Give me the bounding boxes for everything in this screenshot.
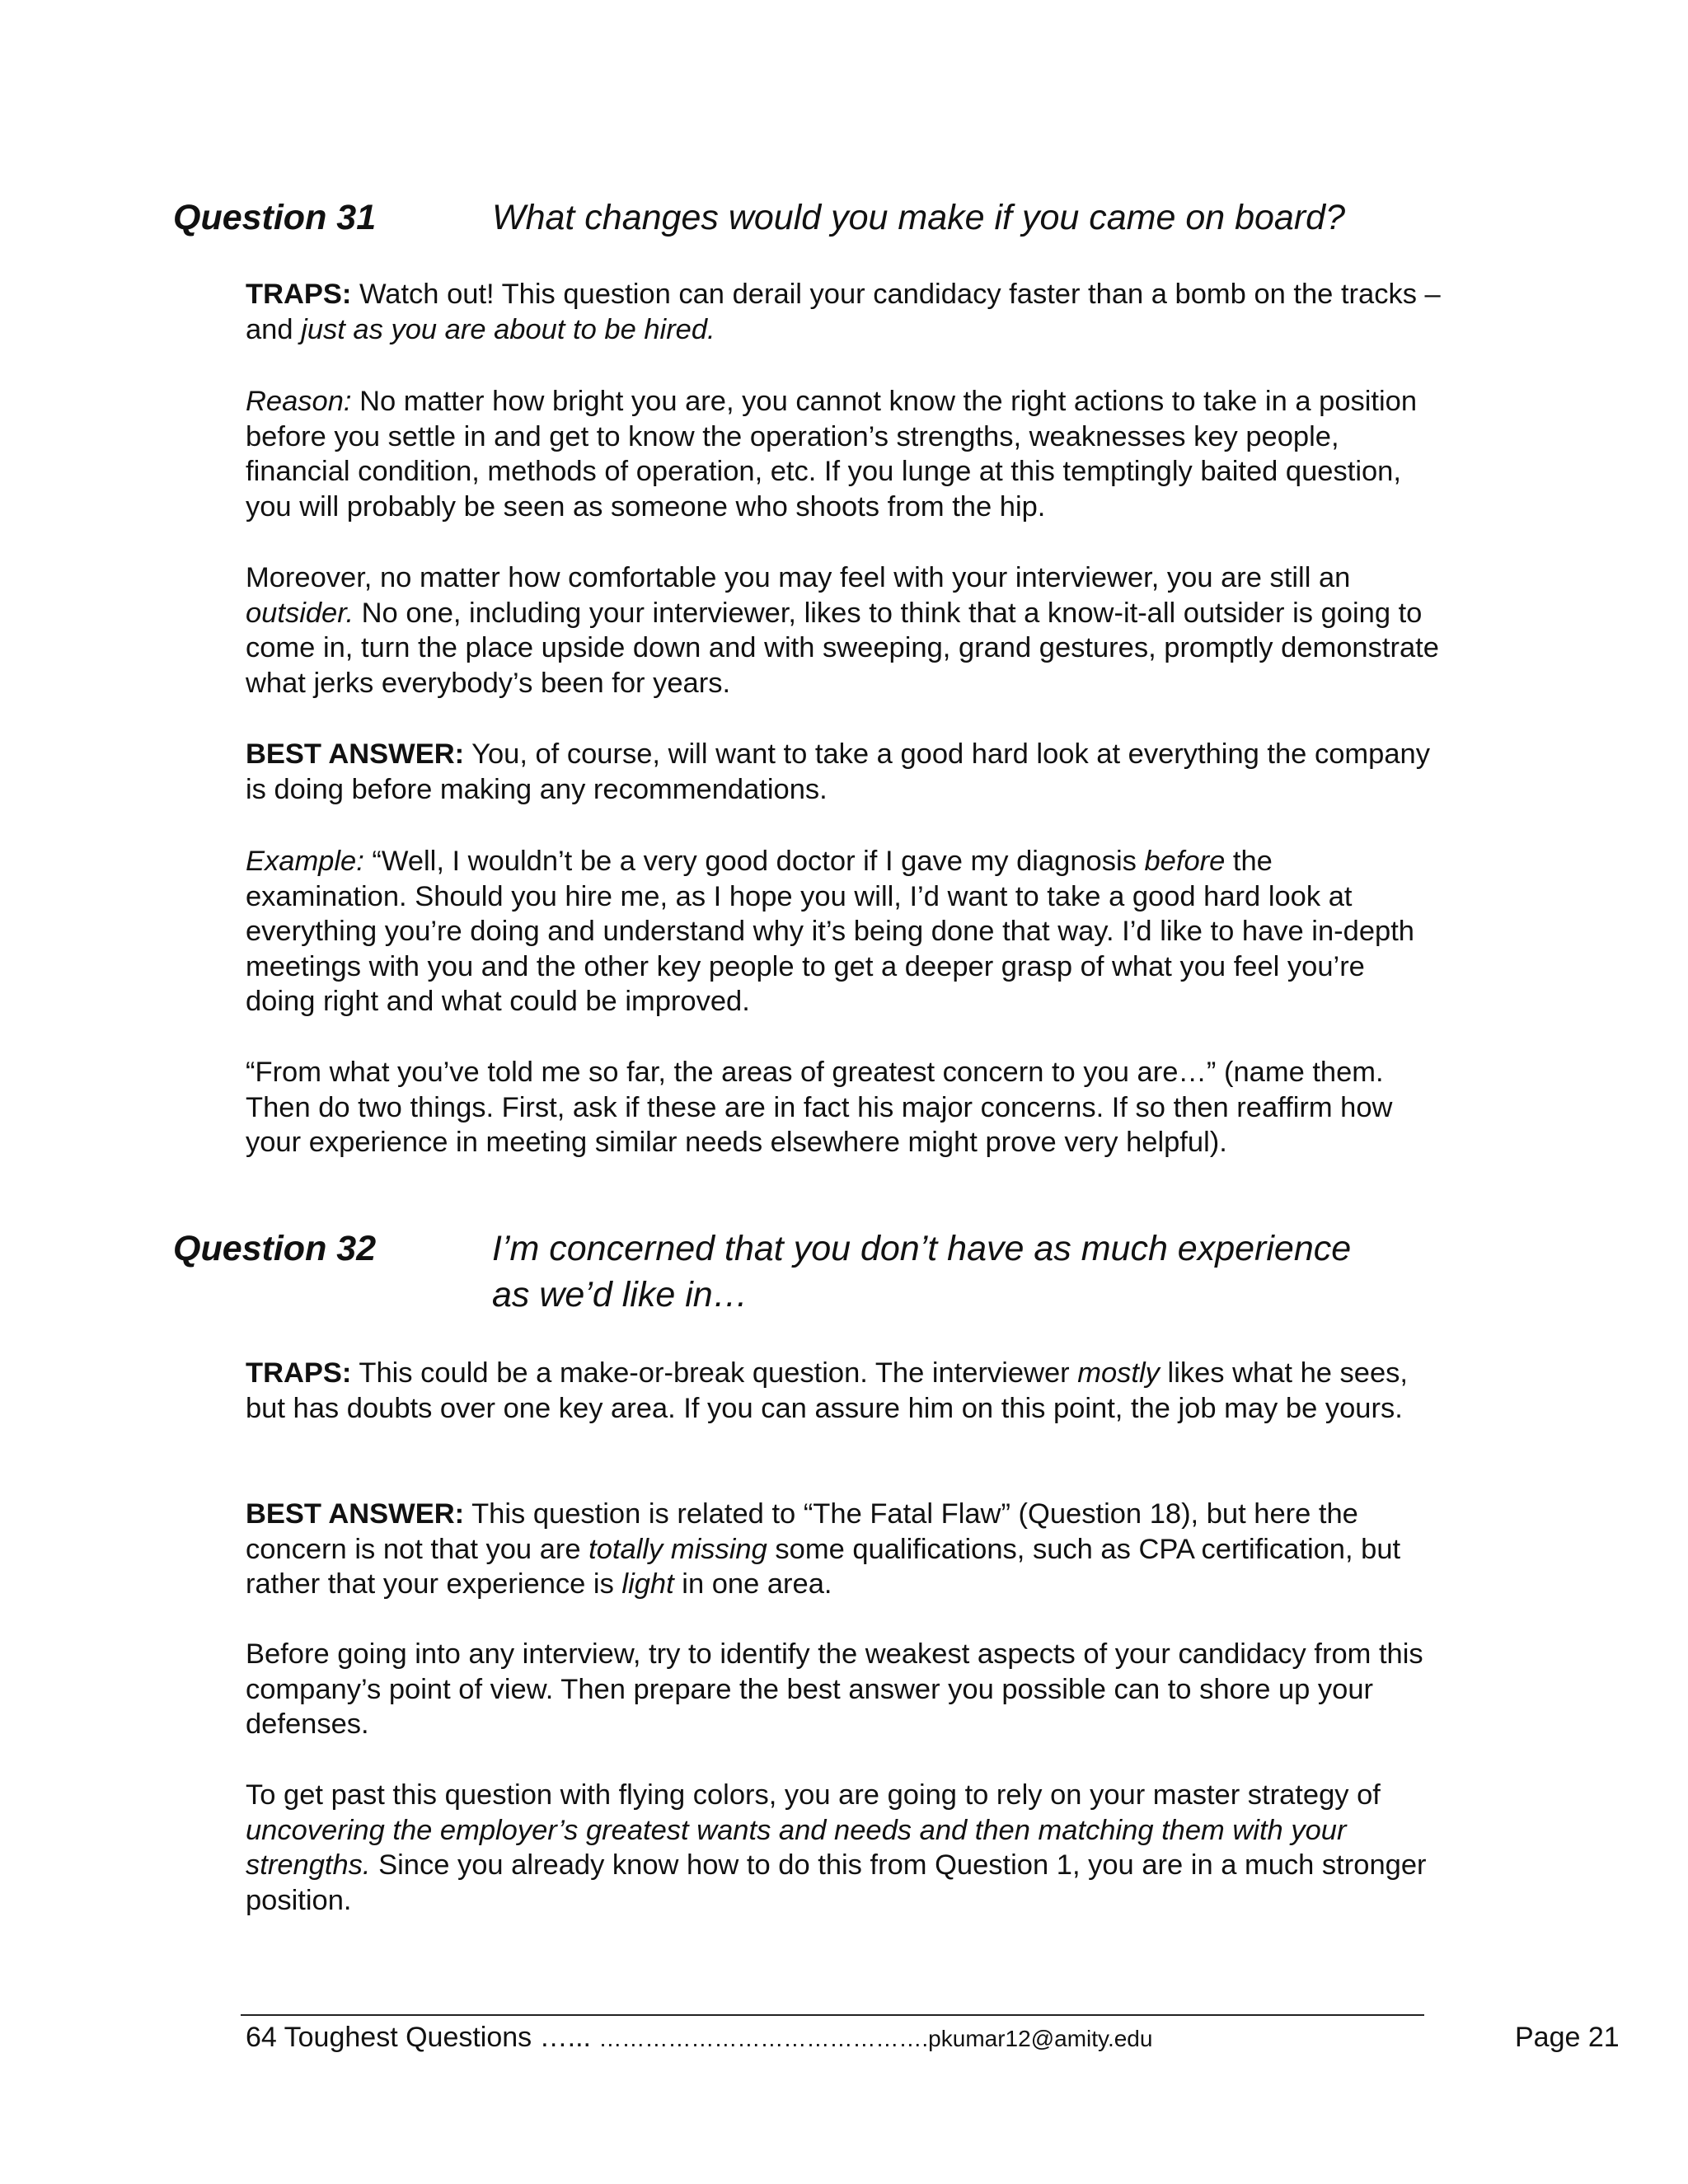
- example-label: Example:: [246, 846, 364, 877]
- moreover-text: Moreover, no matter how comfortable you may feel with your interviewer, you are still an: [246, 562, 1351, 593]
- toget-italic: uncovering the employer’s greatest wants and needs and then matching them with your strengths.: [246, 1814, 1347, 1881]
- footer-divider: [241, 2014, 1424, 2016]
- question-number: Question 32: [173, 1229, 377, 1268]
- traps-text-end: likes what he sees, but has doubts over one key area. If you can assure him on this point, the job may be yours.: [246, 1357, 1409, 1424]
- best-answer-label: BEST ANSWER:: [246, 738, 465, 770]
- best-answer-text-mid: some qualifications, such as CPA certification, but rather that your experience is: [246, 1533, 1401, 1600]
- traps-text: Watch out! This question can derail your candidacy faster than a bomb on the tracks – and: [246, 279, 1441, 345]
- best-answer-label: BEST ANSWER:: [246, 1498, 465, 1530]
- example-italic: before: [1144, 846, 1226, 877]
- traps-italic: just as you are about to be hired.: [301, 313, 715, 345]
- q31-reason-paragraph: [246, 384, 1441, 524]
- q32-traps-paragraph: [246, 1356, 1441, 1426]
- footer-title: [246, 2019, 1152, 2057]
- footer-email: …………………………………….pkumar12@amity.edu: [598, 2026, 1153, 2051]
- question-title-line-1: I’m concerned that you don’t have as much experience: [492, 1229, 1352, 1268]
- q32-before-paragraph: [246, 1637, 1441, 1742]
- example-text-end: the examination. Should you hire me, as I hope you will, I’d want to take a good hard look at everything you’re doing and understand why it’s being done that way. I’d like to have in-depth meetings with you and the other key people to get a deeper grasp of what you feel you’re doing right and what could be improved.: [246, 846, 1414, 1017]
- question-title: [492, 1226, 1440, 1318]
- toget-text-end: Since you already know how to do this from Question 1, you are in a much stronger position.: [246, 1849, 1427, 1916]
- best-answer-italic-1: totally missing: [588, 1533, 767, 1565]
- best-answer-text-end: in one area.: [673, 1568, 832, 1600]
- reason-text: No matter how bright you are, you cannot know the right actions to take in a position before you settle in and get to know the operation’s strengths, weaknesses key people, financial condition, methods of operation, etc. If you lunge at this temptingly baited question, you will probably be seen as someone who shoots from the hip.: [246, 386, 1418, 523]
- moreover-text-end: No one, including your interviewer, likes to think that a know-it-all outsider is going to come in, turn the place upside down and with sweeping, grand gestures, promptly demonstrate what jerks everybody’s been for years.: [246, 597, 1439, 699]
- from-text: “From what you’ve told me so far, the areas of greatest concern to you are…” (name them. Then do two things. First, ask if these are in fact his major concerns. If so then reaffirm how your experience in meeting similar needs elsewhere might prove very helpful).: [246, 1057, 1393, 1158]
- q32-toget-paragraph: [246, 1778, 1441, 1918]
- best-answer-italic-2: light: [621, 1568, 674, 1600]
- question-number: Question 31: [173, 198, 377, 237]
- question-title-line-2: as we’d like in…: [492, 1275, 748, 1315]
- example-text: “Well, I wouldn’t be a very good doctor if I gave my diagnosis: [363, 846, 1145, 877]
- q31-from-paragraph: [246, 1055, 1441, 1160]
- q31-best-answer-paragraph: [246, 737, 1441, 807]
- traps-label: TRAPS:: [246, 279, 352, 310]
- traps-text: This could be a make-or-break question. The interviewer: [351, 1357, 1078, 1389]
- q31-moreover-paragraph: [246, 560, 1441, 701]
- best-answer-text: You, of course, will want to take a good hard look at everything the company is doing before making any recommendations.: [246, 738, 1430, 805]
- q31-example-paragraph: [246, 844, 1441, 1019]
- moreover-italic: outsider.: [246, 597, 354, 629]
- traps-label: TRAPS:: [246, 1357, 352, 1389]
- traps-italic: mostly: [1077, 1357, 1160, 1389]
- best-answer-text: This question is related to “The Fatal Flaw” (Question 18), but here the concern is not that you are: [246, 1498, 1358, 1565]
- toget-text: To get past this question with flying colors, you are going to rely on your master strategy of: [246, 1779, 1381, 1811]
- q31-traps-paragraph: [246, 277, 1441, 347]
- question-title: What changes would you make if you came on board?: [492, 198, 1345, 237]
- footer-book-title: 64 Toughest Questions …...: [246, 2022, 599, 2053]
- reason-label: Reason:: [246, 386, 352, 417]
- before-text: Before going into any interview, try to identify the weakest aspects of your candidacy from this company’s point of view. Then prepare the best answer you possible can to shore up your defenses.: [246, 1638, 1423, 1740]
- q32-best-answer-paragraph: [246, 1497, 1441, 1602]
- page-number: Page 21: [1515, 2022, 1620, 2053]
